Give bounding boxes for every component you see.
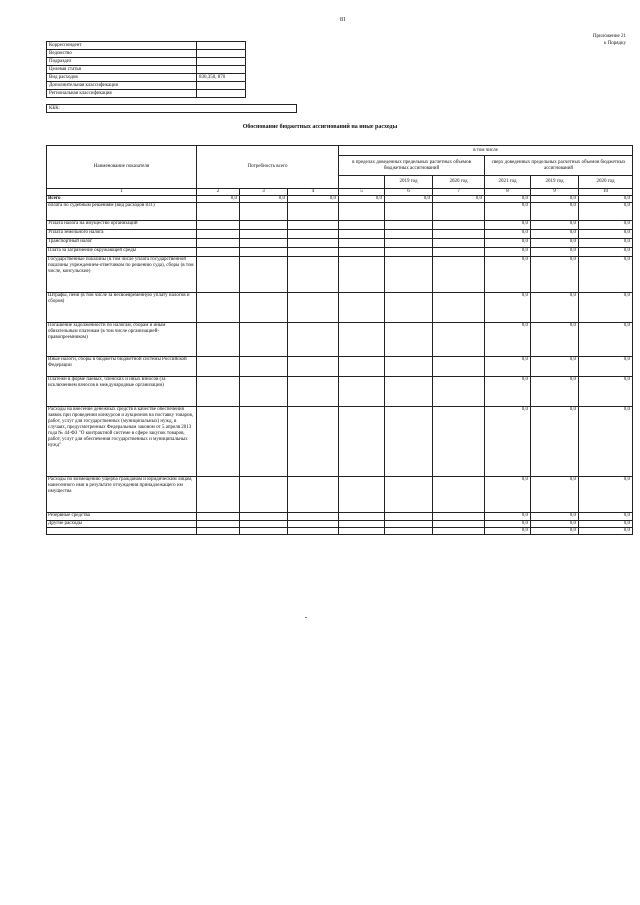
kbk-table xyxy=(46,104,297,113)
row-name: Уплата налога на имущество организаций xyxy=(47,221,197,230)
appendix-line-1: Приложение 21 xyxy=(592,34,626,39)
row-value: 0,0 xyxy=(485,257,531,293)
row-value: 0,0 xyxy=(485,357,531,377)
row-value xyxy=(433,323,485,357)
row-value xyxy=(240,221,288,230)
meta-label: Ведомство xyxy=(47,50,197,58)
row-value xyxy=(288,248,339,257)
row-value xyxy=(197,203,240,221)
column-number: 9 xyxy=(531,189,579,196)
year-header: 2021 год xyxy=(485,176,531,189)
row-value: 0,0 xyxy=(579,357,633,377)
meta-value xyxy=(197,50,246,58)
row-value xyxy=(240,357,288,377)
row-value xyxy=(288,521,339,528)
row-value xyxy=(240,528,288,535)
classification-table xyxy=(46,41,246,98)
row-value: 0,0 xyxy=(485,521,531,528)
row-value: 0,0 xyxy=(531,377,579,407)
row-value xyxy=(339,239,385,248)
row-value xyxy=(339,248,385,257)
row-value xyxy=(433,357,485,377)
row-value xyxy=(288,477,339,513)
table-row xyxy=(47,221,633,230)
row-value xyxy=(288,257,339,293)
row-value xyxy=(385,257,433,293)
meta-label: Дополнительная классификация xyxy=(47,82,197,90)
row-value xyxy=(339,323,385,357)
row-value xyxy=(339,377,385,407)
table-row xyxy=(47,521,633,528)
row-name: Расходы на внесение денежных средств в качестве обеспечения заявок при проведении конкурсов и аукционов на поставку товаров, работ, услуг для государственных (муниципальных) нужд, в случаях, предусмотренных Федеральным законом от 5 апреля 2013 года № 44-ФЗ "О контрактной системе в сфере закупок товаров, работ, услуг для обеспечения государственных и муниципальных нужд" xyxy=(47,407,197,477)
row-value xyxy=(433,230,485,239)
row-value xyxy=(385,513,433,521)
row-value: 0,0 xyxy=(531,323,579,357)
row-name: Расходы по возмещению ущерба гражданам и юридическим лицам, нанесенного ими в результате отчуждения принадлежащего им имущества xyxy=(47,477,197,513)
header-need-total: Потребность всего xyxy=(197,146,339,189)
year-header: 2020 год xyxy=(433,176,485,189)
meta-value xyxy=(197,90,246,98)
row-value: 0,0 xyxy=(531,528,579,535)
table-row xyxy=(47,203,633,221)
row-value xyxy=(339,221,385,230)
row-value: 0,0 xyxy=(531,230,579,239)
year-header: 2019 год xyxy=(531,176,579,189)
table-row xyxy=(47,513,633,521)
table-row xyxy=(47,257,633,293)
row-name: Платежи в форме паевых, членских и иных взносов (за исключением взносов в международные организации) xyxy=(47,377,197,407)
row-value: 0,0 xyxy=(579,407,633,477)
column-number: 3 xyxy=(240,189,288,196)
meta-row xyxy=(47,90,246,98)
row-value xyxy=(288,221,339,230)
row-value: 0,0 xyxy=(531,248,579,257)
row-value: 0,0 xyxy=(579,293,633,323)
row-value xyxy=(197,221,240,230)
header-above-limits: сверх доведенных предельных расчетных объемов бюджетных ассигнований xyxy=(485,156,633,176)
row-value xyxy=(433,377,485,407)
row-value: 0,0 xyxy=(531,203,579,221)
row-value: 0,0 xyxy=(485,477,531,513)
row-value xyxy=(385,357,433,377)
header-including: в том числе xyxy=(339,146,633,156)
row-value xyxy=(385,239,433,248)
row-value xyxy=(197,323,240,357)
row-value xyxy=(385,221,433,230)
budget-table xyxy=(46,145,633,535)
row-value xyxy=(433,221,485,230)
row-value: 0,0 xyxy=(531,196,579,203)
row-value xyxy=(240,293,288,323)
row-name: Резервные средства xyxy=(47,513,197,521)
row-name xyxy=(47,528,197,535)
row-value: 0,0 xyxy=(433,196,485,203)
row-value xyxy=(240,323,288,357)
row-value xyxy=(339,521,385,528)
row-value xyxy=(433,477,485,513)
row-value: 0,0 xyxy=(485,196,531,203)
page-number: 81 xyxy=(340,17,346,23)
row-value: 0,0 xyxy=(339,196,385,203)
row-value: 0,0 xyxy=(485,230,531,239)
row-value: 0,0 xyxy=(579,221,633,230)
row-name: Погашение задолженности по налогам, сборам и иным обязательным платежам (в том числе организацией-правопреемником) xyxy=(47,323,197,357)
year-header: 2020 год xyxy=(579,176,633,189)
row-value xyxy=(433,239,485,248)
row-value xyxy=(240,239,288,248)
row-value: 0,0 xyxy=(531,521,579,528)
row-value: 0,0 xyxy=(197,196,240,203)
row-value: 0,0 xyxy=(485,407,531,477)
row-value xyxy=(433,203,485,221)
row-value: 0,0 xyxy=(579,196,633,203)
row-value: 0,0 xyxy=(240,196,288,203)
row-value: 0,0 xyxy=(579,248,633,257)
table-row xyxy=(47,477,633,513)
meta-value xyxy=(197,42,246,50)
row-value xyxy=(240,477,288,513)
meta-row xyxy=(47,66,246,74)
meta-row xyxy=(47,58,246,66)
appendix-note xyxy=(566,33,626,47)
row-name: Государственные пошлины (в том числе уплата государственной пошлины учреждением-ответчиком по решению суда), сборы (в том числе, консульские) xyxy=(47,257,197,293)
document-title: Обоснование бюджетных ассигнований на иные расходы xyxy=(242,124,398,130)
row-name: Штрафы, пени (в том числе за несвоевременную уплату налогов и сборов) xyxy=(47,293,197,323)
row-value xyxy=(385,230,433,239)
table-row xyxy=(47,196,633,203)
row-value xyxy=(240,407,288,477)
row-value xyxy=(240,203,288,221)
row-value: 0,0 xyxy=(288,196,339,203)
row-value: 0,0 xyxy=(579,257,633,293)
row-value: 0,0 xyxy=(531,513,579,521)
row-name: Иные налоги, сборы в бюджеты бюджетной системы Российской Федерации xyxy=(47,357,197,377)
table-row xyxy=(47,377,633,407)
row-value xyxy=(433,521,485,528)
row-name: Уплата земельного налога xyxy=(47,230,197,239)
row-value: 0,0 xyxy=(485,323,531,357)
row-value xyxy=(288,239,339,248)
row-value xyxy=(339,407,385,477)
row-value xyxy=(339,203,385,221)
row-value xyxy=(288,203,339,221)
row-value: 0,0 xyxy=(485,528,531,535)
table-row xyxy=(47,323,633,357)
row-value xyxy=(339,293,385,323)
meta-row xyxy=(47,42,246,50)
row-value: 0,0 xyxy=(485,221,531,230)
row-value xyxy=(240,248,288,257)
table-row xyxy=(47,528,633,535)
row-value xyxy=(288,528,339,535)
row-value xyxy=(339,230,385,239)
row-value xyxy=(385,528,433,535)
row-value xyxy=(385,203,433,221)
scan-mark xyxy=(305,617,307,618)
row-value xyxy=(385,477,433,513)
row-value xyxy=(385,377,433,407)
header-name-col: Наименование показателя xyxy=(47,146,197,189)
row-value xyxy=(288,513,339,521)
appendix-line-2: к Порядку xyxy=(604,41,626,46)
row-value xyxy=(240,230,288,239)
row-value xyxy=(240,257,288,293)
row-value xyxy=(288,377,339,407)
row-value xyxy=(339,513,385,521)
column-number-row xyxy=(47,189,633,196)
meta-label: Вид расходов xyxy=(47,74,197,82)
row-value xyxy=(385,407,433,477)
meta-value xyxy=(197,82,246,90)
column-number: 4 xyxy=(288,189,339,196)
row-value: 0,0 xyxy=(579,377,633,407)
column-number: 6 xyxy=(385,189,433,196)
row-value: 0,0 xyxy=(485,248,531,257)
row-value xyxy=(385,293,433,323)
row-value xyxy=(197,528,240,535)
table-row xyxy=(47,239,633,248)
row-value xyxy=(240,377,288,407)
column-number: 8 xyxy=(485,189,531,196)
years-row-blank xyxy=(339,176,385,189)
table-row xyxy=(47,248,633,257)
meta-label: Корреспондент xyxy=(47,42,197,50)
row-value xyxy=(385,521,433,528)
row-value xyxy=(197,407,240,477)
row-value: 0,0 xyxy=(485,203,531,221)
row-value: 0,0 xyxy=(579,323,633,357)
meta-value xyxy=(197,58,246,66)
row-name: Другие расходы xyxy=(47,521,197,528)
row-value xyxy=(433,248,485,257)
row-value: 0,0 xyxy=(531,257,579,293)
row-value xyxy=(288,407,339,477)
row-value: 0,0 xyxy=(579,477,633,513)
meta-row xyxy=(47,74,246,82)
meta-value xyxy=(197,66,246,74)
column-number: 1 xyxy=(47,189,197,196)
table-row xyxy=(47,407,633,477)
column-number: 7 xyxy=(433,189,485,196)
row-value: 0,0 xyxy=(531,239,579,248)
row-value xyxy=(197,377,240,407)
meta-label: Целевая статья xyxy=(47,66,197,74)
row-value: 0,0 xyxy=(579,521,633,528)
row-value: 0,0 xyxy=(579,203,633,221)
row-value xyxy=(433,257,485,293)
row-value: 0,0 xyxy=(485,377,531,407)
row-value xyxy=(240,521,288,528)
row-value: 0,0 xyxy=(531,407,579,477)
meta-value: 830,350, 870 xyxy=(197,74,246,82)
row-value xyxy=(433,407,485,477)
row-value xyxy=(197,230,240,239)
row-value xyxy=(385,323,433,357)
row-value: 0,0 xyxy=(531,293,579,323)
row-value xyxy=(433,528,485,535)
column-number: 5 xyxy=(339,189,385,196)
row-value xyxy=(288,230,339,239)
row-value: 0,0 xyxy=(485,513,531,521)
row-value: 0,0 xyxy=(531,357,579,377)
row-value xyxy=(288,357,339,377)
row-name: Всего xyxy=(47,196,197,203)
row-value xyxy=(197,293,240,323)
row-value: 0,0 xyxy=(485,293,531,323)
row-value xyxy=(197,248,240,257)
row-value: 0,0 xyxy=(579,239,633,248)
row-value xyxy=(385,248,433,257)
row-value xyxy=(240,513,288,521)
row-value xyxy=(197,521,240,528)
table-row xyxy=(47,357,633,377)
row-value: 0,0 xyxy=(531,477,579,513)
column-number: 10 xyxy=(579,189,633,196)
kbk-label: КБК: xyxy=(47,105,297,113)
row-name: Плата за загрязнение окружающей среды xyxy=(47,248,197,257)
year-header: 2019 год xyxy=(385,176,433,189)
row-value xyxy=(433,513,485,521)
row-value xyxy=(197,257,240,293)
row-value xyxy=(288,323,339,357)
row-value: 0,0 xyxy=(485,239,531,248)
row-value xyxy=(433,293,485,323)
row-value xyxy=(197,477,240,513)
row-name: Транспортный налог xyxy=(47,239,197,248)
row-value xyxy=(339,477,385,513)
row-value xyxy=(339,357,385,377)
row-value xyxy=(197,513,240,521)
row-value xyxy=(339,257,385,293)
row-value: 0,0 xyxy=(579,513,633,521)
meta-label: Подраздел xyxy=(47,58,197,66)
meta-label: Региональная классификация xyxy=(47,90,197,98)
row-value: 0,0 xyxy=(531,221,579,230)
meta-row xyxy=(47,50,246,58)
row-value: 0,0 xyxy=(579,230,633,239)
row-value: 0,0 xyxy=(385,196,433,203)
meta-row xyxy=(47,82,246,90)
row-value xyxy=(339,528,385,535)
row-value: 0,0 xyxy=(579,528,633,535)
header-within-limits: в пределах доведенных предельных расчетных объемов бюджетных ассигнований xyxy=(339,156,485,176)
row-name: оплата по судебным решениям (вид расходов 831) xyxy=(47,203,197,221)
column-number: 2 xyxy=(197,189,240,196)
row-value xyxy=(197,239,240,248)
table-row xyxy=(47,230,633,239)
table-row xyxy=(47,293,633,323)
row-value xyxy=(288,293,339,323)
row-value xyxy=(197,357,240,377)
